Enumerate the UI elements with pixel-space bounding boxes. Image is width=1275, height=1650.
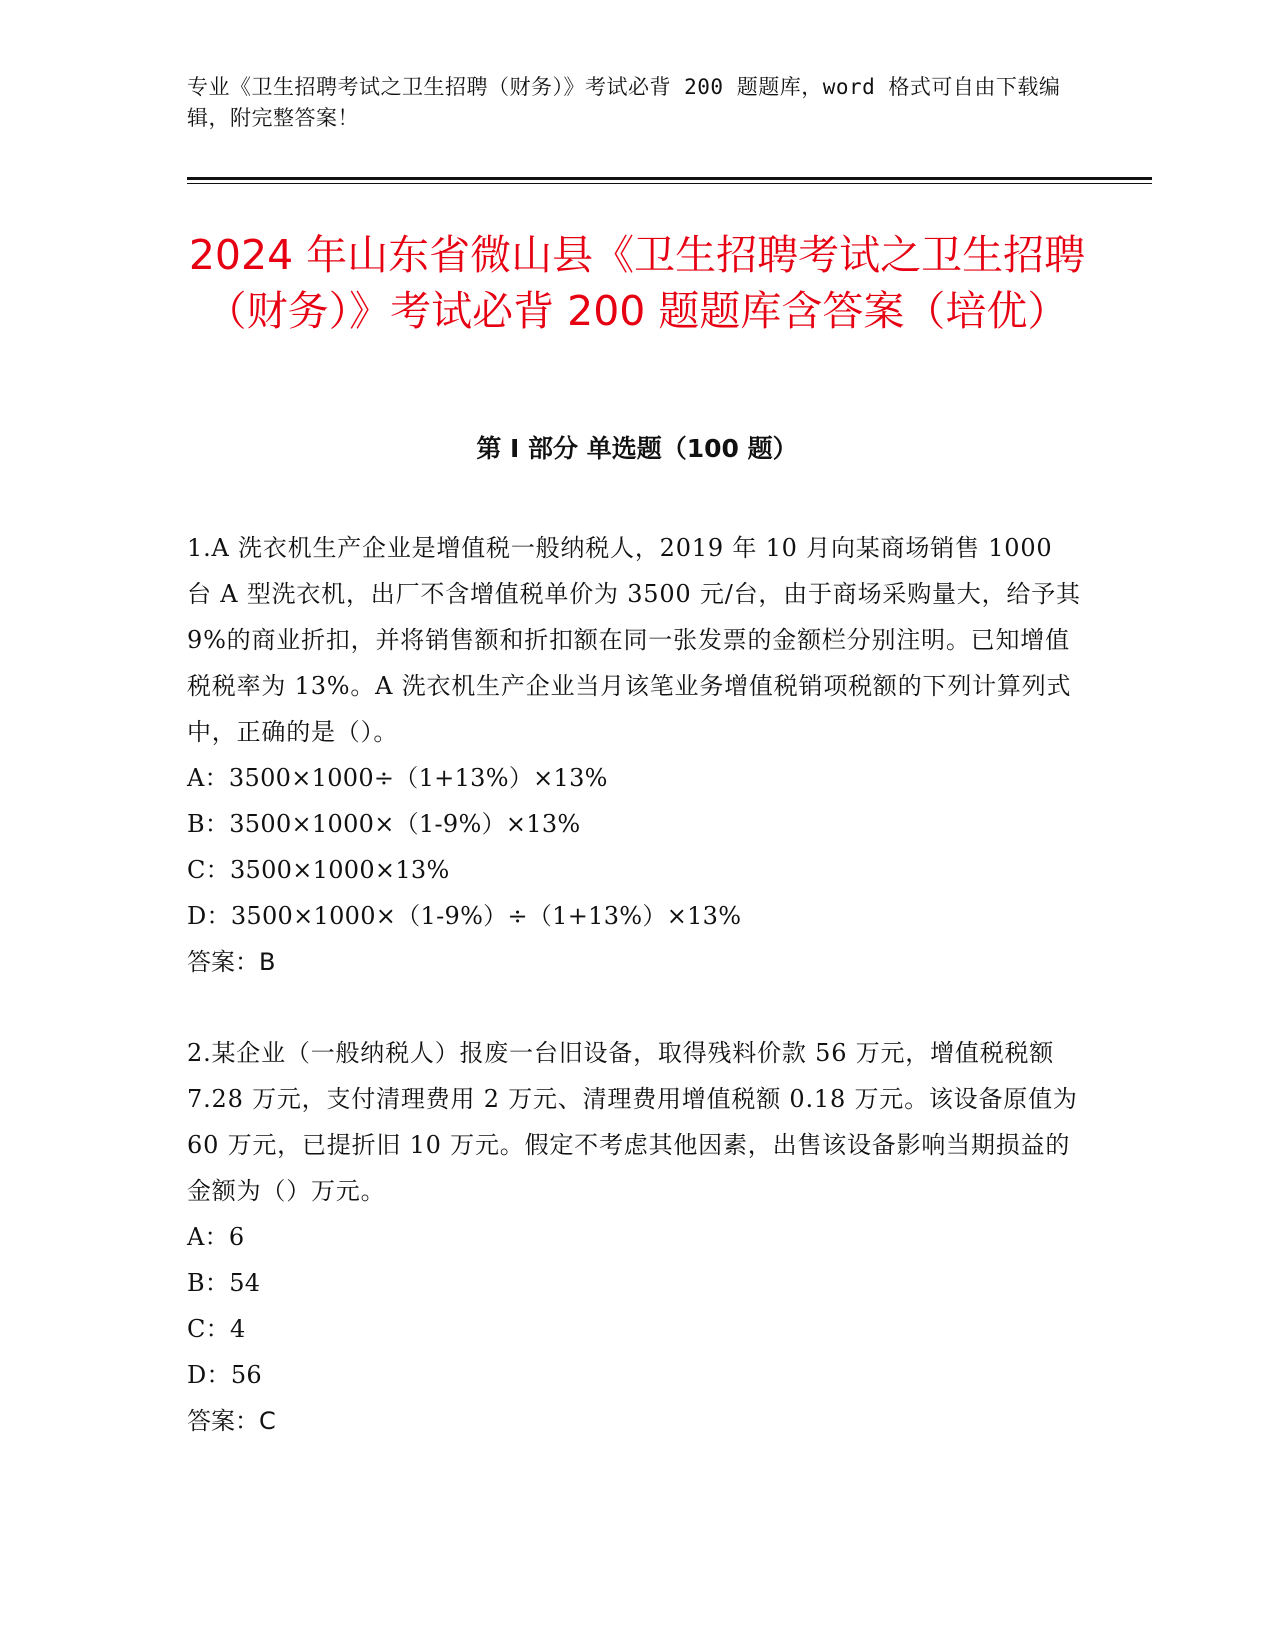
section-title: 第 I 部分 单选题（100 题）	[476, 434, 798, 463]
header-divider-thin	[187, 183, 1152, 184]
question-stem: 1.A 洗衣机生产企业是增值税一般纳税人，2019 年 10 月向某商场销售 1000 台 A 型洗衣机，出厂不含增值税单价为 3500 元/台，由于商场采购量大，给予其 9%的商业折扣，并将销售额和折扣额在同一张发票的金额栏分别注明。已知增值税税率为 13%。A 洗衣机生产企业当月该笔业务增值税销项税额的下列计算列式中，正确的是（）。	[187, 534, 1081, 746]
answer: 答案：C	[187, 1407, 276, 1435]
option-a: A：3500×1000÷（1+13%）×13%	[187, 764, 608, 792]
document-title: 2024 年山东省微山县《卫生招聘考试之卫生招聘（财务）》考试必背 200 题题库含答案（培优）	[188, 231, 1086, 335]
answer: 答案：B	[187, 948, 276, 976]
question-2	[187, 1030, 1082, 1444]
option-c: C：3500×1000×13%	[187, 856, 450, 884]
question-stem: 2.某企业（一般纳税人）报废一台旧设备，取得残料价款 56 万元，增值税税额 7.28 万元，支付清理费用 2 万元、清理费用增值税额 0.18 万元。该设备原值为 60 万元，已提折旧 10 万元。假定不考虑其他因素，出售该设备影响当期损益的金额为（）万元。	[187, 1039, 1078, 1205]
question-1	[187, 525, 1082, 985]
header-note: 专业《卫生招聘考试之卫生招聘（财务）》考试必背 200 题题库，word 格式可自由下载编辑，附完整答案！	[187, 75, 1061, 130]
option-d: D：3500×1000×（1-9%）÷（1+13%）×13%	[187, 902, 742, 930]
header-divider-thick	[187, 177, 1152, 180]
option-b: B：3500×1000×（1-9%）×13%	[187, 810, 581, 838]
option-b: B：54	[187, 1269, 261, 1297]
option-a: A：6	[187, 1223, 245, 1251]
option-c: C：4	[187, 1315, 246, 1343]
option-d: D：56	[187, 1361, 262, 1389]
